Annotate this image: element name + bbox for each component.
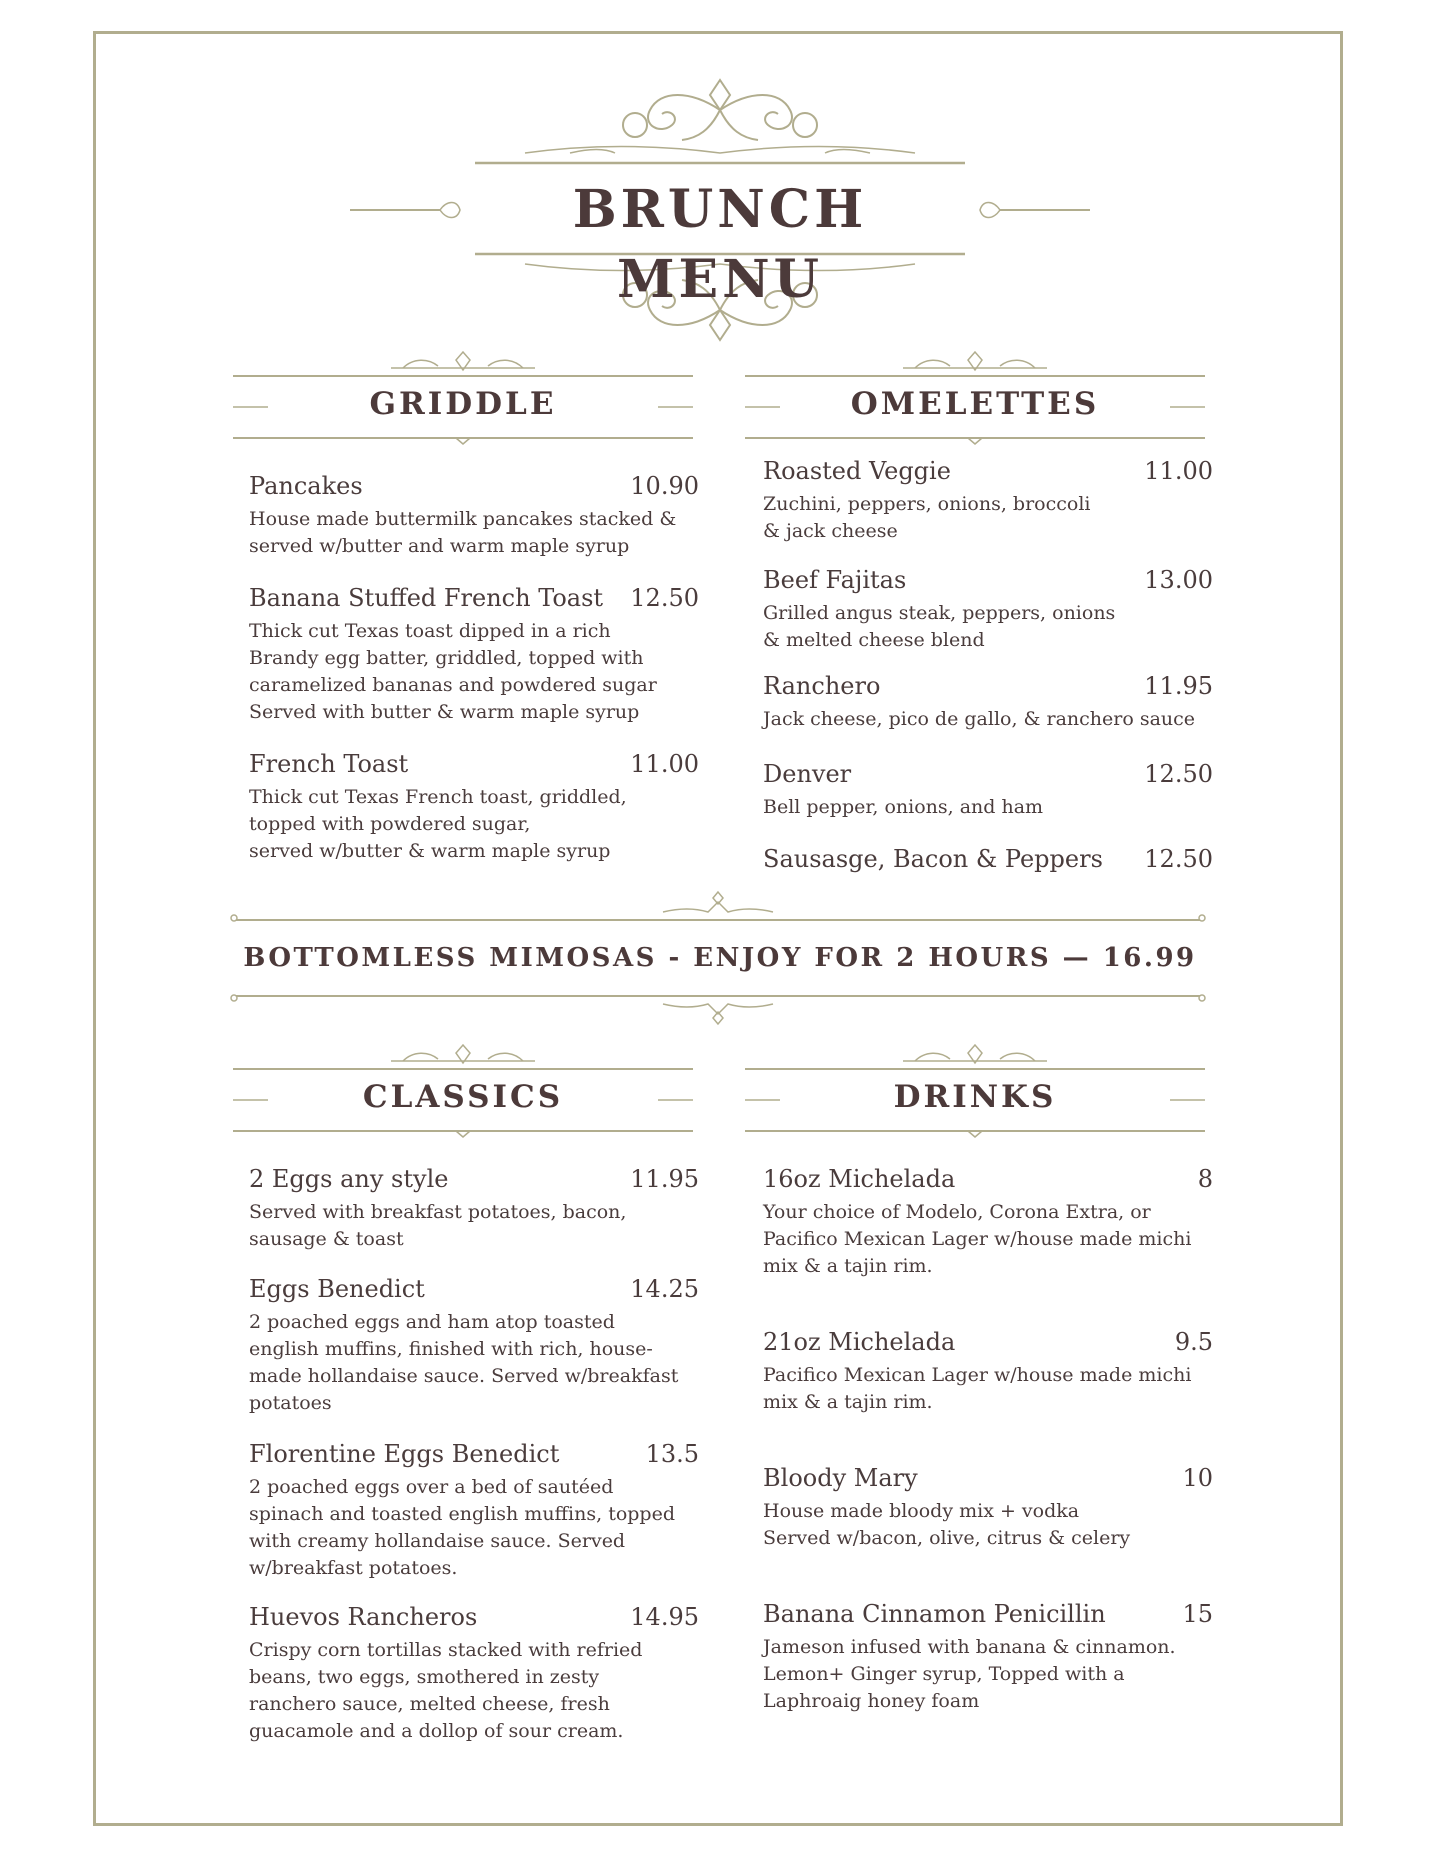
- item-description: Bell pepper, onions, and ham: [763, 796, 1044, 818]
- menu-item: [763, 455, 1213, 545]
- mimosa-banner: BOTTOMLESS MIMOSAS - ENJOY FOR 2 HOURS — 16.99: [243, 943, 1197, 973]
- menu-item: [249, 582, 699, 726]
- item-price: 10.90: [630, 472, 699, 500]
- menu-item: [249, 1163, 699, 1253]
- item-description: Pacifico Mexican Lager w/house made michi mix & a tajin rim.: [763, 1364, 1192, 1413]
- menu-item: [249, 748, 699, 865]
- item-description: Grilled angus steak, peppers, onions & melted cheese blend: [763, 602, 1116, 651]
- item-price: 12.50: [630, 584, 699, 612]
- item-name: 16oz Michelada: [763, 1165, 956, 1193]
- item-name: Sausasge, Bacon & Peppers: [763, 845, 1103, 873]
- menu-item: [249, 1273, 699, 1417]
- item-price: 11.95: [1144, 672, 1213, 700]
- menu-item: [249, 470, 699, 560]
- item-price: 11.00: [630, 750, 699, 778]
- item-description: 2 poached eggs and ham atop toasted english muffins, finished with rich, house- made hollandaise sauce. Served w/breakfast potatoes: [249, 1311, 679, 1414]
- title-ornament-top: [470, 70, 970, 170]
- item-name: 21oz Michelada: [763, 1328, 956, 1356]
- menu-item: [763, 1326, 1213, 1416]
- item-description: House made bloody mix + vodka Served w/bacon, olive, citrus & celery: [763, 1500, 1131, 1549]
- item-name: 2 Eggs any style: [249, 1165, 449, 1193]
- griddle-section-title: GRIDDLE: [369, 386, 557, 422]
- title-flourish-left: [345, 190, 465, 230]
- menu-item: [763, 1462, 1213, 1552]
- item-description: Crispy corn tortillas stacked with refried beans, two eggs, smothered in zesty ranchero sauce, melted cheese, fresh guacamole and a dollop of sour cream.: [249, 1639, 643, 1742]
- item-name: Roasted Veggie: [763, 457, 951, 485]
- menu-item: [763, 758, 1213, 821]
- item-price: 12.50: [1144, 760, 1213, 788]
- item-description: Thick cut Texas toast dipped in a rich Brandy egg batter, griddled, topped with caramelized bananas and powdered sugar Served with butter & warm maple syrup: [249, 620, 657, 723]
- menu-item: [763, 843, 1213, 879]
- item-price: 11.00: [1144, 457, 1213, 485]
- menu-item: [249, 1438, 699, 1582]
- item-description: Jack cheese, pico de gallo, & ranchero sauce: [763, 708, 1196, 730]
- menu-item: [763, 1598, 1213, 1715]
- item-description: Your choice of Modelo, Corona Extra, or Pacifico Mexican Lager w/house made michi mix & a tajin rim.: [763, 1201, 1192, 1277]
- menu-item: [763, 564, 1213, 654]
- drinks-section-title: DRINKS: [893, 1079, 1057, 1115]
- item-description: Jameson infused with banana & cinnamon. Lemon+ Ginger syrup, Topped with a Laphroaig honey foam: [763, 1636, 1176, 1712]
- item-name: Banana Cinnamon Penicillin: [763, 1600, 1106, 1628]
- item-name: Ranchero: [763, 672, 881, 700]
- item-name: Florentine Eggs Benedict: [249, 1440, 560, 1468]
- item-description: Served with breakfast potatoes, bacon, sausage & toast: [249, 1201, 627, 1250]
- item-name: French Toast: [249, 750, 409, 778]
- banner-ornament-bottom: [228, 988, 1208, 1028]
- omelettes-section-title: OMELETTES: [850, 386, 1100, 422]
- item-price: 15: [1182, 1600, 1213, 1628]
- item-description: Thick cut Texas French toast, griddled, topped with powdered sugar, served w/butter & warm maple syrup: [249, 786, 627, 862]
- title-flourish-right: [975, 190, 1095, 230]
- item-name: Denver: [763, 760, 852, 788]
- item-description: Zuchini, peppers, onions, broccoli & jack cheese: [763, 493, 1091, 542]
- item-name: Pancakes: [249, 472, 363, 500]
- item-name: Bloody Mary: [763, 1464, 918, 1492]
- item-name: Beef Fajitas: [763, 566, 907, 594]
- item-name: Eggs Benedict: [249, 1275, 425, 1303]
- item-price: 11.95: [630, 1165, 699, 1193]
- page-title: BRUNCH MENU: [572, 179, 868, 310]
- item-description: House made buttermilk pancakes stacked & served w/butter and warm maple syrup: [249, 508, 677, 557]
- item-price: 13.5: [645, 1440, 699, 1468]
- item-price: 14.25: [630, 1275, 699, 1303]
- item-description: 2 poached eggs over a bed of sautéed spinach and toasted english muffins, topped with creamy hollandaise sauce. Served w/breakfast potatoes.: [249, 1476, 675, 1579]
- classics-section-title: CLASSICS: [362, 1079, 564, 1115]
- item-price: 10: [1182, 1464, 1213, 1492]
- menu-item: [763, 1163, 1213, 1280]
- item-price: 8: [1197, 1165, 1213, 1193]
- menu-item: [763, 670, 1213, 733]
- item-name: Huevos Rancheros: [249, 1603, 478, 1631]
- item-price: 9.5: [1174, 1328, 1213, 1356]
- item-price: 14.95: [630, 1603, 699, 1631]
- banner-ornament-top: [228, 890, 1208, 930]
- item-price: 12.50: [1144, 845, 1213, 873]
- menu-item: [249, 1601, 699, 1745]
- item-price: 13.00: [1144, 566, 1213, 594]
- item-name: Banana Stuffed French Toast: [249, 584, 604, 612]
